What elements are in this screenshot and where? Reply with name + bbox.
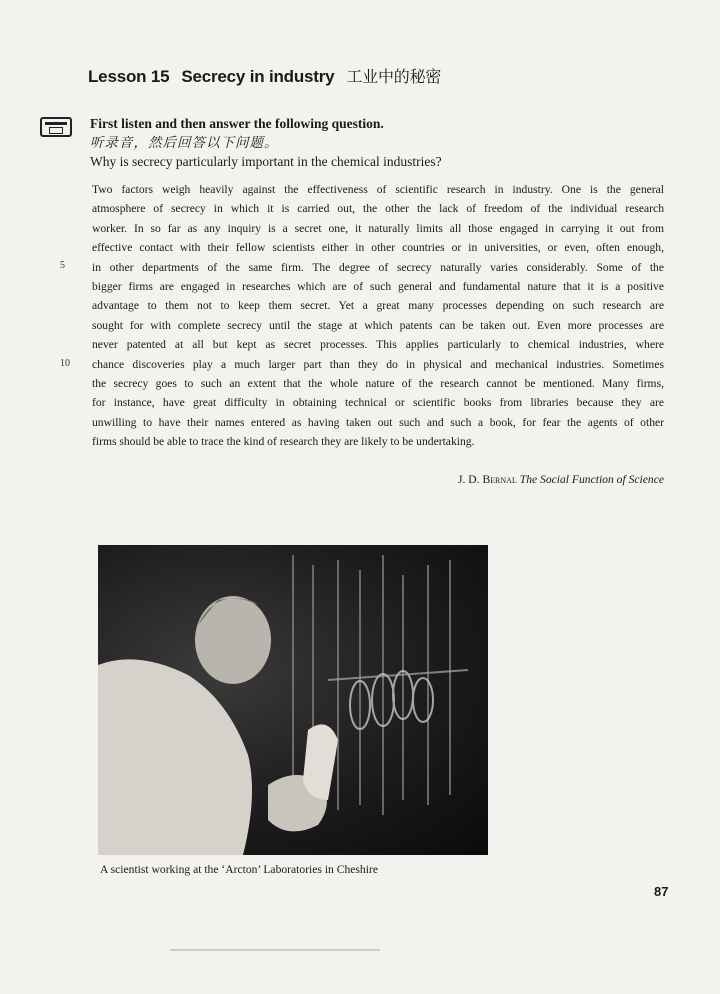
cassette-bar: [45, 122, 67, 125]
instruction-cn: 听录音，然后回答以下问题。: [90, 135, 279, 150]
page-number: 87: [654, 884, 669, 899]
lesson-title-en: Secrecy in industry: [181, 67, 335, 86]
instructions: [90, 114, 442, 171]
credit-surname: Bernal: [482, 473, 517, 486]
question: Why is secrecy particularly important in the chemical industries?: [90, 154, 442, 169]
passage-line: Two factors weigh heavily against the effectiveness of scientific research in industry. One is the general: [92, 183, 664, 196]
line-number-5: 5: [60, 260, 65, 271]
passage-line: firms should be able to trace the kind of research they are likely to be undertaking.: [92, 435, 475, 449]
passage-line: effective contact with their fellow scientists either in other countries or in universities, or even, often enough,: [92, 241, 664, 255]
cassette-window: [49, 127, 63, 134]
lesson-title: [88, 64, 441, 87]
scientist-photo: [98, 545, 488, 855]
passage-line: chance discoveries play a much larger part than they do in physical and mechanical industries. Sometimes: [92, 357, 664, 371]
passage-line: never patented at all but kept as secret processes. This applies particularly to chemical industries, where: [92, 338, 664, 352]
lesson-title-cn: 工业中的秘密: [346, 69, 442, 86]
passage-line: unwilling to have their names entered as having taken out such and such a book, for fear the agents of other: [92, 415, 664, 429]
passage-line: advantage to them not to keep them secret. Yet a great many processes depending on such research are: [92, 299, 664, 313]
passage-line: the secrecy goes to such an extent that the whole nature of the research cannot be mentioned. Many firms,: [92, 377, 664, 391]
passage-line: worker. In so far as any inquiry is a secret one, it naturally limits all those engaged in carrying it out from: [92, 221, 664, 235]
photo-illustration: [98, 545, 488, 855]
scan-artifact: [170, 949, 380, 951]
passage-line: bigger firms are engaged in researches which are of such general and fundamental nature that it is a positive: [92, 280, 664, 294]
cassette-tape-icon: [40, 117, 72, 137]
passage-line: for instance, have great difficulty in obtaining technical or scientific books from libraries because they are: [92, 396, 664, 410]
photo-caption: A scientist working at the ‘Arcton’ Laboratories in Cheshire: [100, 863, 378, 876]
passage-line: atmosphere of secrecy in which it is carried out, the other the lack of freedom of the individual research: [92, 202, 664, 216]
line-number-10: 10: [60, 358, 70, 369]
credit-initials: J. D.: [457, 473, 480, 486]
passage-line: in other departments of the same firm. The degree of secrecy naturally varies considerably. Some of the: [92, 260, 664, 274]
passage-line: sought for with complete secrecy until the stage at which patents can be taken out. Even more processes are: [92, 318, 664, 332]
source-credit: [458, 473, 664, 486]
instruction-en: First listen and then answer the following question.: [90, 116, 384, 131]
lesson-number: Lesson 15: [88, 67, 170, 86]
passage: [92, 180, 664, 452]
credit-work: The Social Function of Science: [519, 473, 664, 486]
